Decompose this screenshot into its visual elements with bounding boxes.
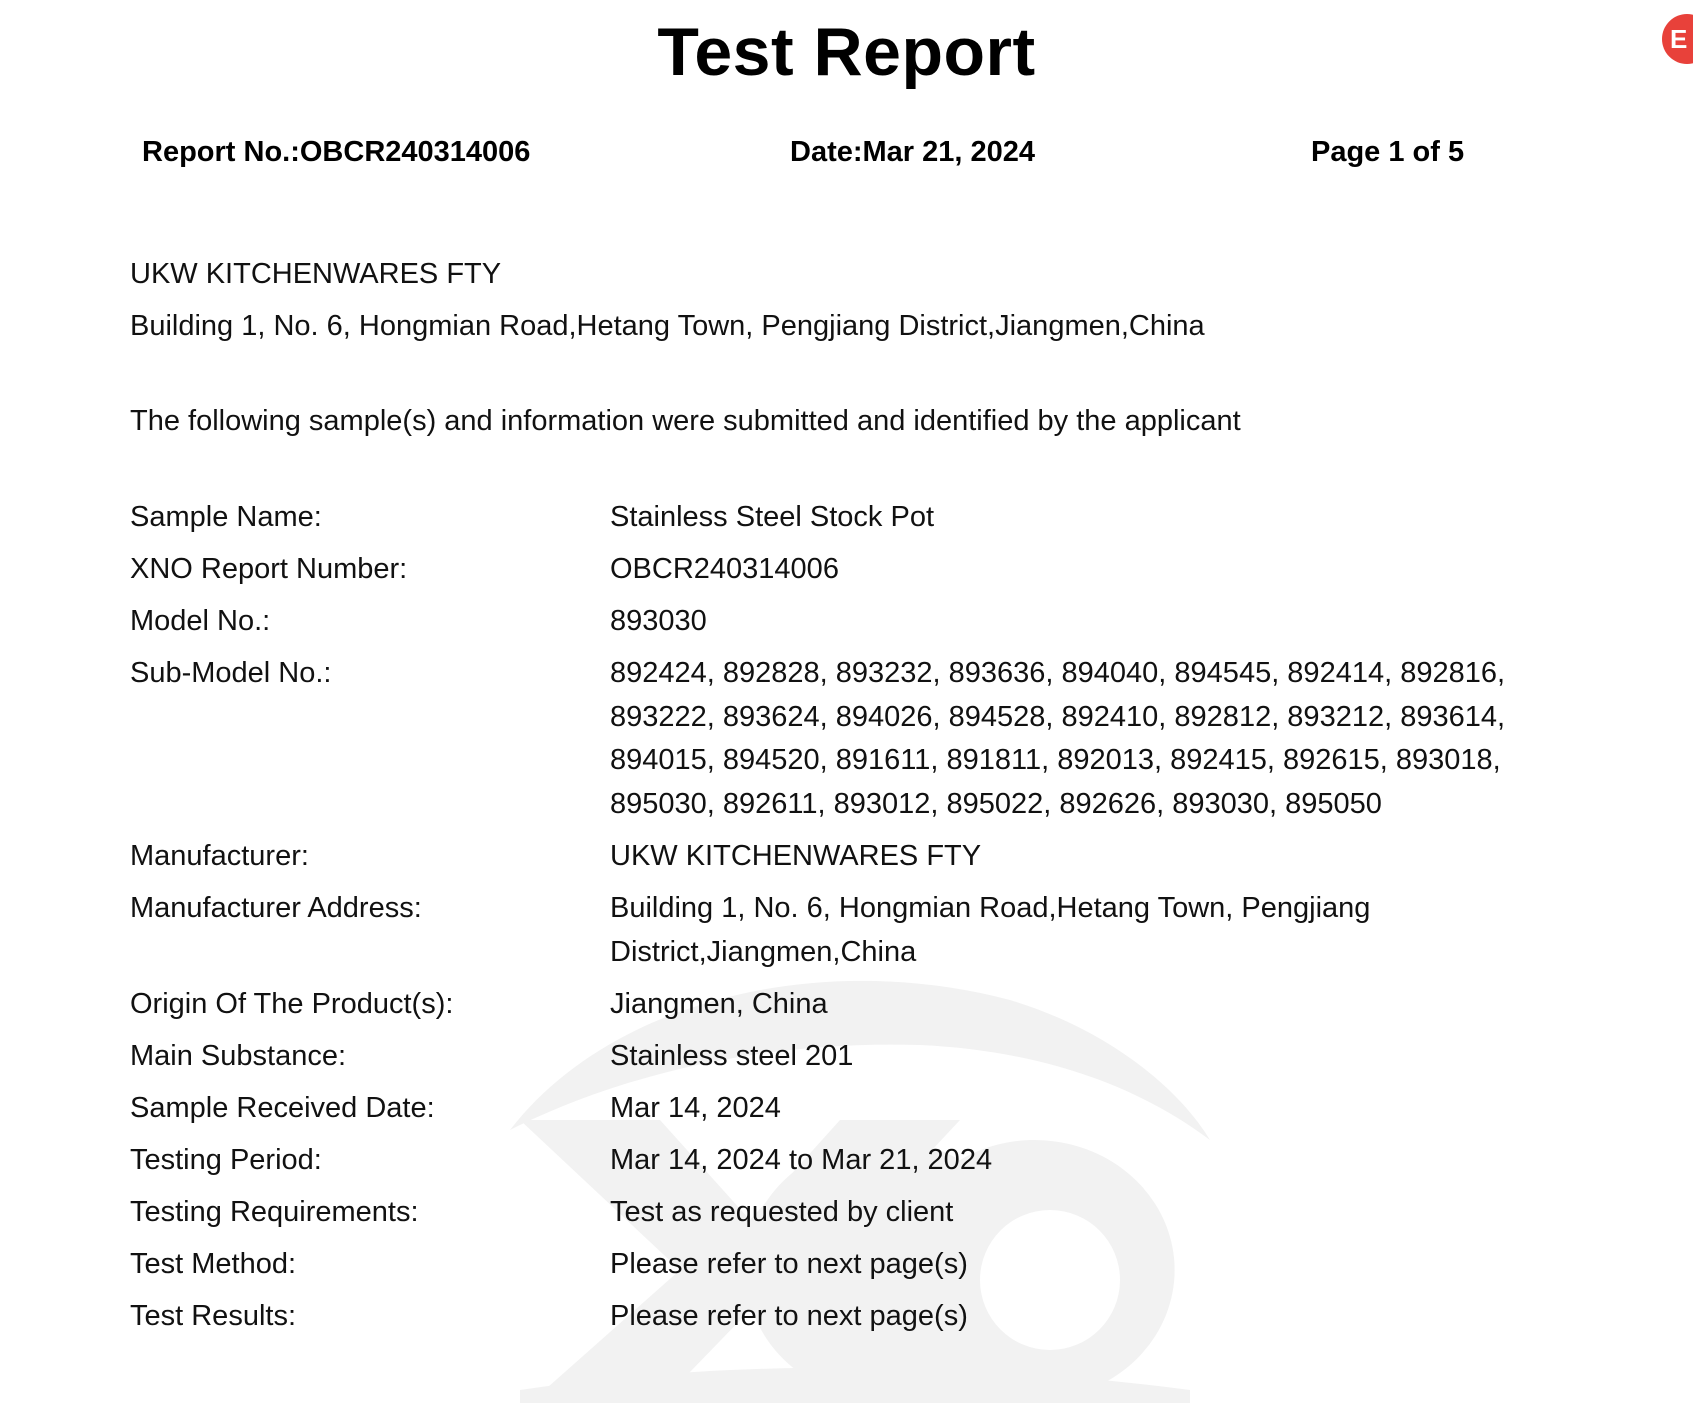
detail-value: 892424, 892828, 893232, 893636, 894040, 894545, 892414, 892816, 893222, 893624, 894026, 894528, 892410, 892812, 893212, 893614, 894015, 894520, 891611, 891811, 892013, 892415, 892615, 893018, 895030, 892611, 893012, 895022, 892626, 893030, 895050: [610, 657, 1506, 820]
detail-row-manufacturer-address: [130, 887, 1580, 974]
detail-row-sub-model-no: [130, 652, 1580, 826]
detail-value: Mar 14, 2024 to Mar 21, 2024: [610, 1144, 993, 1176]
detail-row-report-number: [130, 548, 1580, 591]
detail-value: Please refer to next page(s): [610, 1300, 968, 1332]
detail-label: Origin Of The Product(s):: [130, 988, 454, 1020]
detail-label: Test Method:: [130, 1248, 297, 1280]
detail-value: OBCR240314006: [610, 553, 839, 585]
detail-label: Main Substance:: [130, 1040, 347, 1072]
detail-value: UKW KITCHENWARES FTY: [610, 840, 982, 872]
detail-label: Manufacturer:: [130, 840, 309, 872]
detail-row-test-method: [130, 1243, 1580, 1286]
detail-row-model-no: [130, 600, 1580, 643]
detail-label: Testing Requirements:: [130, 1196, 419, 1228]
detail-value: 893030: [610, 605, 707, 637]
page-indicator: Page 1 of 5: [1311, 136, 1465, 168]
page-title: Test Report: [657, 14, 1036, 90]
applicant-name: UKW KITCHENWARES FTY: [130, 258, 502, 290]
detail-value: Mar 14, 2024: [610, 1092, 781, 1124]
detail-row-test-results: [130, 1295, 1580, 1338]
detail-row-main-substance: [130, 1035, 1580, 1078]
report-number: Report No.:OBCR240314006: [142, 136, 531, 168]
detail-row-manufacturer: [130, 835, 1580, 878]
detail-label: Sub-Model No.:: [130, 657, 332, 689]
detail-label: XNO Report Number:: [130, 553, 408, 585]
detail-row-testing-period: [130, 1139, 1580, 1182]
detail-label: Test Results:: [130, 1300, 296, 1332]
detail-value: Stainless steel 201: [610, 1040, 854, 1072]
detail-label: Sample Received Date:: [130, 1092, 435, 1124]
detail-value: Jiangmen, China: [610, 988, 828, 1020]
detail-value: Building 1, No. 6, Hongmian Road,Hetang Town, Pengjiang District,Jiangmen,China: [610, 892, 1371, 968]
intro-statement: The following sample(s) and information were submitted and identified by the applicant: [130, 405, 1241, 437]
detail-label: Testing Period:: [130, 1144, 322, 1176]
sample-details-table: [130, 496, 1580, 1347]
detail-value: Please refer to next page(s): [610, 1248, 968, 1280]
detail-label: Sample Name:: [130, 501, 322, 533]
detail-value: Stainless Steel Stock Pot: [610, 501, 934, 533]
detail-row-received-date: [130, 1087, 1580, 1130]
detail-label: Model No.:: [130, 605, 271, 637]
detail-row-sample-name: [130, 496, 1580, 539]
detail-label: Manufacturer Address:: [130, 892, 422, 924]
detail-row-testing-requirements: [130, 1191, 1580, 1234]
report-date: Date:Mar 21, 2024: [790, 136, 1036, 168]
detail-value: Test as requested by client: [610, 1196, 954, 1228]
badge-letter: E: [1670, 24, 1688, 54]
applicant-address: Building 1, No. 6, Hongmian Road,Hetang Town, Pengjiang District,Jiangmen,China: [130, 310, 1205, 342]
detail-row-origin: [130, 983, 1580, 1026]
